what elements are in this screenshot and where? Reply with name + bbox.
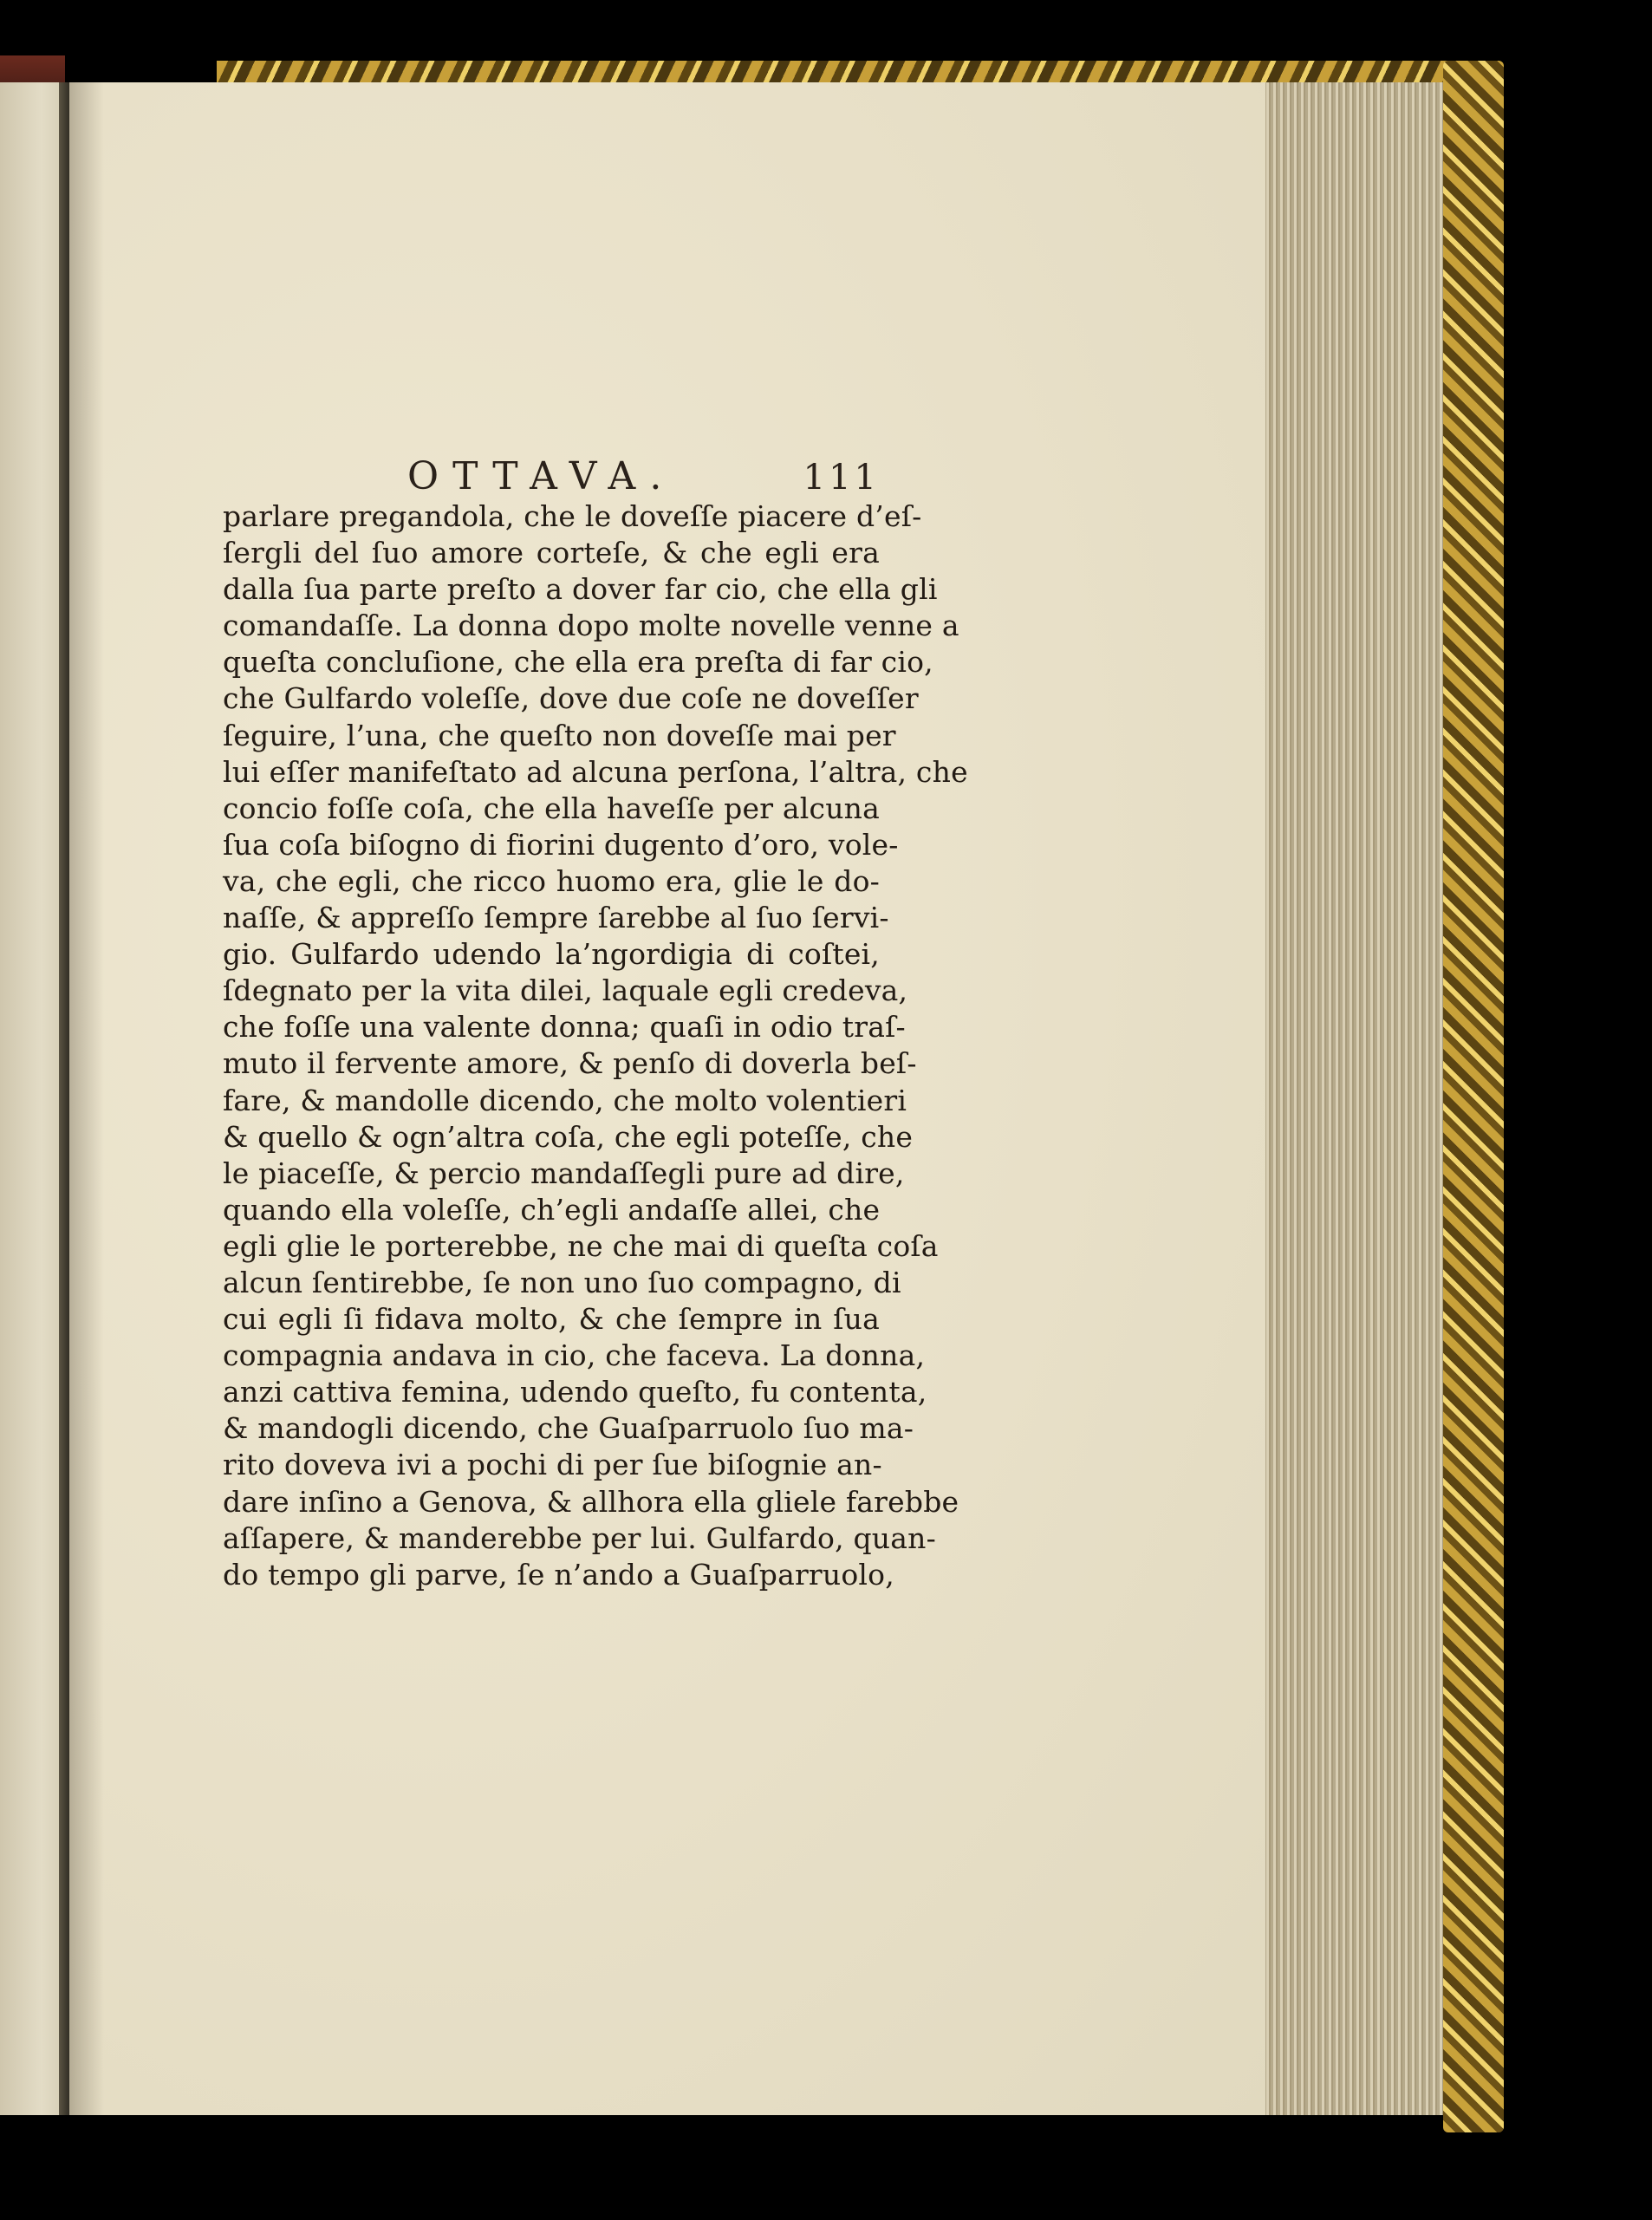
- text-line: gio. Gulfardo udendo la’ngordigia di coſtei,: [223, 937, 880, 972]
- text-line: fare, & mandolle dicendo, che molto volentieri: [223, 1083, 907, 1117]
- text-line: le piaceſſe, & percio mandaſſegli pure ad dire,: [223, 1156, 905, 1190]
- text-line: ſeguire, l’una, che queſto non doveſſe mai per: [223, 718, 896, 752]
- running-head: [225, 449, 880, 501]
- text-line: quando ella voleſſe, ch’egli andaſſe allei, che: [223, 1192, 881, 1227]
- text-line: dare inſino a Genova, & allhora ella gliele farebbe: [223, 1484, 959, 1519]
- text-line: parlare pregandola, che le doveſſe piacere d’eſ-: [223, 499, 922, 533]
- text-line: va, che egli, che ricco huomo era, glie le do-: [223, 863, 880, 898]
- text-line: lui eſſer manifeſtato ad alcuna perſona, l’altra, che: [223, 754, 968, 789]
- text-line: ſergli del ſuo amore corteſe, & che egli era: [223, 536, 880, 570]
- text-line: concio foſſe coſa, che ella haveſſe per alcuna: [223, 791, 880, 825]
- text-line: & mandogli dicendo, che Guaſparruolo ſuo ma-: [223, 1411, 914, 1446]
- text-line: aſſapere, & manderebbe per lui. Gulfardo, quan-: [223, 1520, 936, 1555]
- text-line: rito doveva ivi a pochi di per ſue biſognie an-: [223, 1448, 882, 1482]
- running-title: OTTAVA.: [407, 454, 676, 498]
- text-line: ſua coſa biſogno di fiorini dugento d’oro, vole-: [223, 827, 899, 862]
- text-line: & quello & ogn’altra coſa, che egli poteſſe, che: [223, 1119, 914, 1154]
- body-text: [223, 498, 968, 1593]
- text-line: ſdegnato per la vita dilei, laquale egli credeva,: [223, 973, 908, 1008]
- text-line: cui egli ſi fidava molto, & che ſempre in ſua: [223, 1302, 880, 1337]
- text-line: egli glie le porterebbe, ne che mai di queſta coſa: [223, 1228, 939, 1263]
- page-gutter-shadow: [69, 82, 104, 2115]
- text-line: dalla ſua parte preſto a dover far cio, che ella gli: [223, 572, 938, 607]
- text-line: queſta concluſione, che ella era preſta di far cio,: [223, 645, 933, 680]
- text-line: anzi cattiva femina, udendo queſto, fu contenta,: [223, 1375, 927, 1409]
- text-line: alcun ſentirebbe, ſe non uno ſuo compagno, di: [223, 1265, 901, 1299]
- text-line: che foſſe una valente donna; quaſi in odio traſ-: [223, 1010, 906, 1045]
- gilded-cover-side-edge: [1443, 61, 1504, 2132]
- text-line: comandaſſe. La donna dopo molte novelle venne a: [223, 609, 959, 643]
- page-number: 111: [803, 458, 880, 498]
- text-line: muto il fervente amore, & penſo di doverla beſ-: [223, 1046, 917, 1081]
- text-line: do tempo gli parve, ſe n’ando a Guaſparruolo,: [223, 1557, 894, 1592]
- fore-edge-page-stack: [1257, 82, 1447, 2115]
- text-line: che Gulfardo voleſſe, dove due coſe ne doveſſer: [223, 681, 919, 716]
- text-line: naſſe, & appreſſo ſempre ſarebbe al ſuo ſervi-: [223, 901, 889, 935]
- text-line: compagnia andava in cio, che faceva. La donna,: [223, 1338, 926, 1373]
